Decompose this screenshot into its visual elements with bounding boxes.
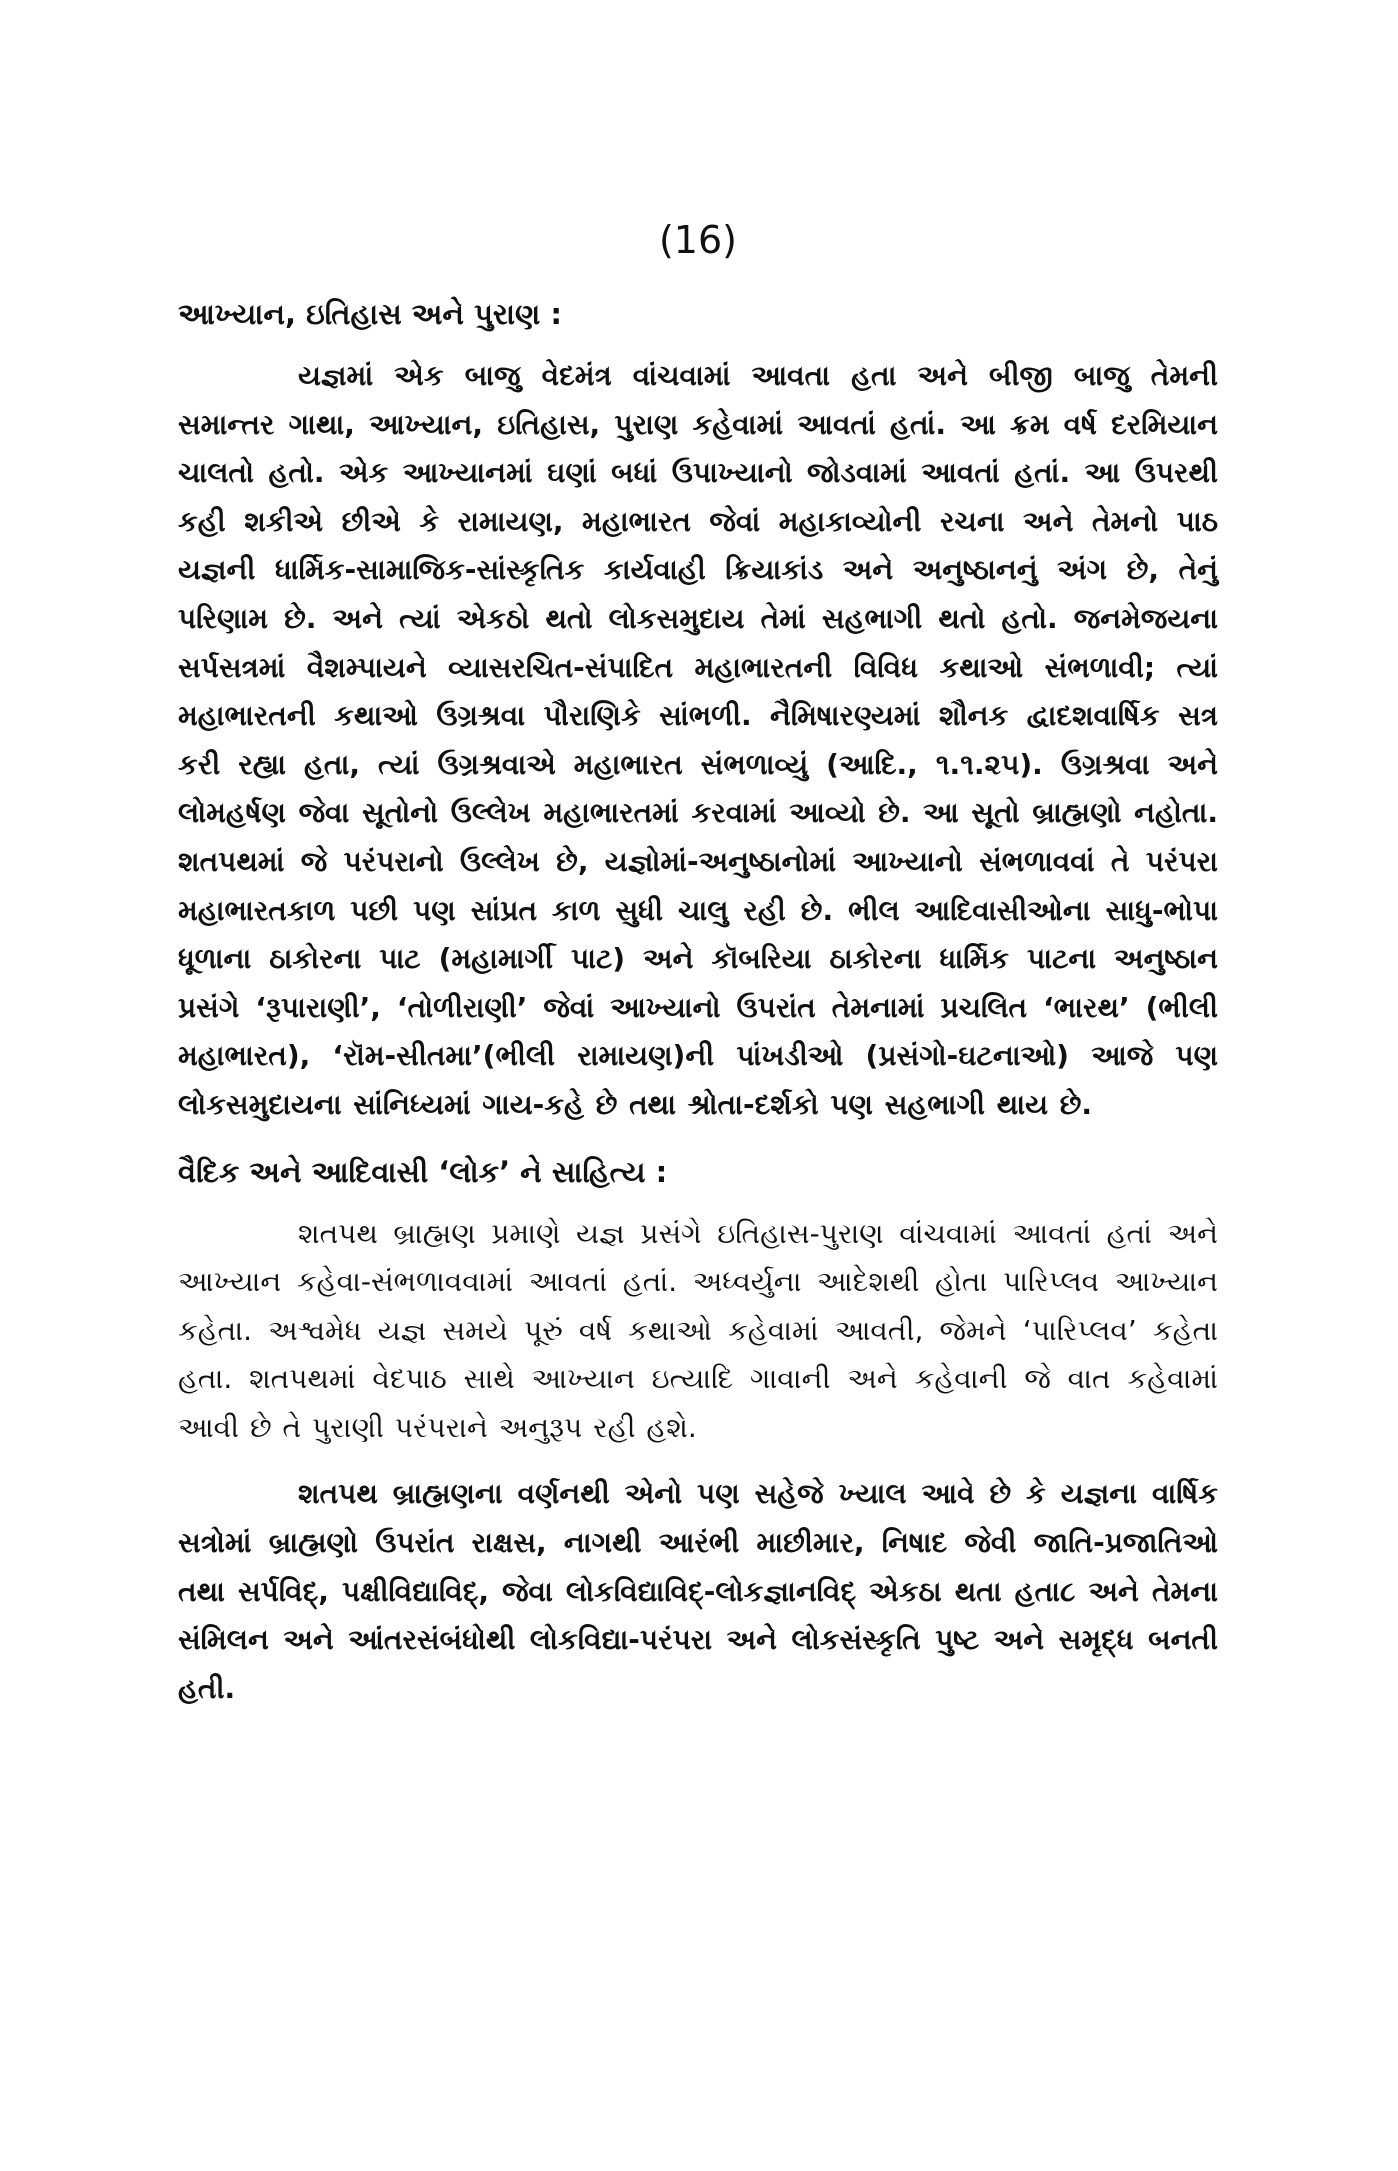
body-paragraph: યજ્ઞમાં એક બાજુ વેદમંત્ર વાંચવામાં આવતા હતા અને બીજી બાજુ તેમની સમાન્તર ગાથા, આખ્યાન, ઇતિહાસ, પુરાણ કહેવામાં આવતાં હતાં. આ ક્રમ વર્ષ દરમિયાન ચાલતો હતો. એક આખ્યાનમાં ઘણાં બધાં ઉપાખ્યાનો જોડવામાં આવતાં હતાં. આ ઉપરથી કહી શકીએ છીએ કે રામાયણ, મહાભારત જેવાં મહાકાવ્યોની રચના અને તેમનો પાઠ યજ્ઞની ધાર્મિક-સામાજિક-સાંસ્કૃતિક કાર્યવાહી ક્રિયાકાંડ અને અનુષ્ઠાનનું અંગ છે, તેનું પરિણામ છે. અને ત્યાં એકઠો થતો લોકસમુદાય તેમાં સહભાગી થતો હતો. જનમેજયના સર્પસત્રમાં વૈશમ્પાયને વ્યાસરચિત-સંપાદિત મહાભારતની વિવિધ કથાઓ સંભળાવી; ત્યાં મહાભારતની કથાઓ ઉગ્રશ્રવા પૌરાણિકે સાંભળી. નૈમિષારણ્યમાં શૌનક દ્વાદશવાર્ષિક સત્ર કરી રહ્યા હતા, ત્યાં ઉગ્રશ્રવાએ મહાભારત સંભળાવ્યું (આદિ., ૧.૧.૨૫). ઉગ્રશ્રવા અને લોમહર્ષણ જેવા સૂતોનો ઉલ્લેખ મહાભારતમાં કરવામાં આવ્યો છે. આ સૂતો બ્રાહ્મણો નહોતા. શતપથમાં જે પરંપરાનો ઉલ્લેખ છે, યજ્ઞોમાં-અનુષ્ઠાનોમાં આખ્યાનો સંભળાવવાં તે પરંપરા મહાભારતકાળ પછી પણ સાંપ્રત કાળ સુધી ચાલુ રહી છે. ભીલ આદિવાસીઓના સાધુ-ભોપા ધૂળાના ઠાકોરના પાટ (મહામાર્ગી પાટ) અને કૉબરિયા ઠાકોરના ધાર્મિક પાટના અનુષ્ઠાન પ્રસંગે ‘રૂપારાણી’, ‘તોળીરાણી’ જેવાં આખ્યાનો ઉપરાંત તેમનામાં પ્રચલિત ‘ભારથ’ (ભીલી મહાભારત), ‘રૉમ-સીતમા’(ભીલી રામાયણ)ની પાંખડીઓ (પ્રસંગો-ઘટનાઓ) આજે પણ લોકસમુદાયના સાંનિધ્યમાં ગાય-કહે છે તથા શ્રોતા-દર્શકો પણ સહભાગી થાય છે. <box>178 359 1218 1121</box>
section-heading-vaidik-adivasi-lok: વૈદિક અને આદિવાસી ‘લોક’ ને સાહિત્ય : <box>178 1154 668 1189</box>
book-page <box>178 218 1218 1713</box>
body-paragraph: શતપથ બ્રાહ્મણના વર્ણનથી એનો પણ સહેજે ખ્યાલ આવે છે કે યજ્ઞના વાર્ષિક સત્રોમાં બ્રાહ્મણો ઉપરાંત રાક્ષસ, નાગથી આરંભી માછીમાર, નિષાદ જેવી જાતિ-પ્રજાતિઓ તથા સર્પવિદ્, પક્ષીવિદ્યાવિદ્, જેવા લોકવિદ્યાવિદ્-લોકજ્ઞાનવિદ્ એકઠા થતા હતા૮ અને તેમના સંમિલન અને આંતરસંબંધોથી લોકવિદ્યા-પરંપરા અને લોકસંસ્કૃતિ પુષ્ટ અને સમૃદ્ધ બનતી હતી. <box>178 1477 1218 1705</box>
page-number: (16) <box>658 218 737 262</box>
body-paragraph: શતપથ બ્રાહ્મણ પ્રમાણે યજ્ઞ પ્રસંગે ઇતિહાસ-પુરાણ વાંચવામાં આવતાં હતાં અને આખ્યાન કહેવા-સંભળાવવામાં આવતાં હતાં. અધ્વર્યુના આદેશથી હોતા પારિપ્લવ આખ્યાન કહેતા. અશ્વમેધ યજ્ઞ સમયે પૂરું વર્ષ કથાઓ કહેવામાં આવતી, જેમને ‘પારિપ્લવ’ કહેતા હતા. શતપથમાં વેદપાઠ સાથે આખ્યાન ઇત્યાદિ ગાવાની અને કહેવાની જે વાત કહેવામાં આવી છે તે પુરાણી પરંપરાને અનુરૂપ રહી હશે. <box>178 1216 1218 1444</box>
section-heading-akhyan-itihas-puran: આખ્યાન, ઇતિહાસ અને પુરાણ : <box>178 297 563 331</box>
